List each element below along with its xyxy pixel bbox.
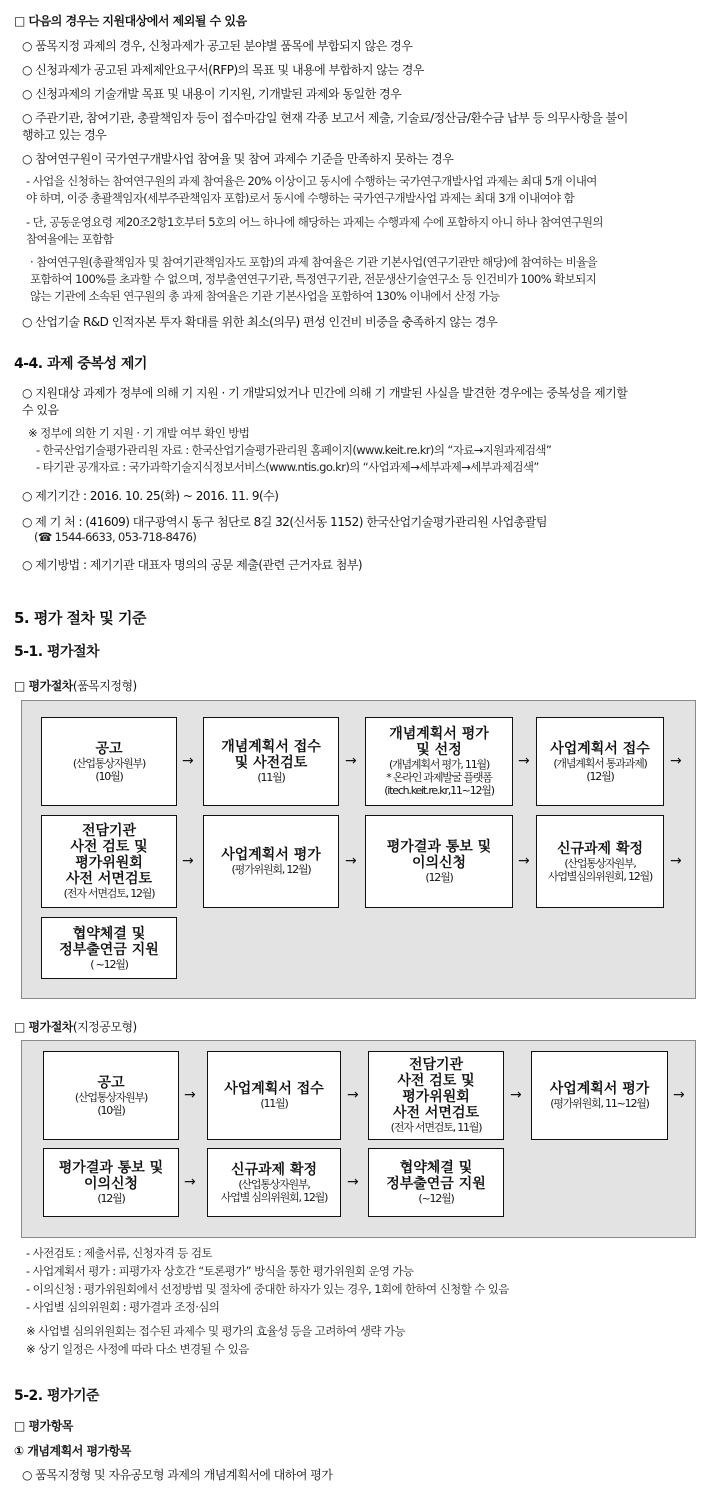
flow-arrow-icon: → xyxy=(670,853,682,869)
flow-step-note: (~12월) xyxy=(418,1192,454,1205)
flow2-label xyxy=(14,1018,137,1035)
flow-step-title: 사업계획서 접수 xyxy=(224,1081,324,1097)
flow-step-title: 이의신청 xyxy=(411,855,467,871)
exclusion-item: ○ 주관기관, 참여기관, 총괄책임자 등이 접수마감일 현재 각종 보고서 제출, 기술료/정산금/환수금 납부 등 의무사항을 불이 xyxy=(22,111,628,125)
duplication-note: ※ 정부에 의한 기 지원 · 기 개발 여부 확인 방법 xyxy=(28,426,250,440)
duplication-method: ○ 제기방법 : 제기기관 대표자 명의의 공문 제출(관련 근거자료 첨부) xyxy=(22,558,363,572)
flow1-label-bold: □ 평가절차 xyxy=(14,679,73,693)
flow-step-note: (산업통상자원부, xyxy=(238,1177,310,1191)
flow1-step-7 xyxy=(365,815,513,908)
flow-step-title: 사전 검토 및 xyxy=(397,1073,475,1089)
flow-step-title: 신규과제 확정 xyxy=(230,1161,318,1178)
flow1-label-type: (품목지정형) xyxy=(72,679,137,693)
evaluation-heading: 5. 평가 절차 및 기준 xyxy=(14,609,146,627)
exclusion-detail: - 사업을 신청하는 참여연구원의 과제 참여율은 20% 이상이고 동시에 수행하는 국가연구개발사업 과제는 최대 5개 이내여 xyxy=(26,174,597,188)
exclusion-item: ○ 품목지정 과제의 경우, 신청과제가 공고된 분야별 품목에 부합되지 않은 경우 xyxy=(22,39,413,53)
flow-step-note: (11월) xyxy=(257,771,285,784)
procedure-note: - 이의신청 : 평가위원회에서 선정방법 및 절차에 중대한 하자가 있는 경우, 1회에 한하여 신청할 수 있음 xyxy=(26,1282,509,1296)
flow-step-title: 협약체결 및 xyxy=(72,925,146,942)
duplication-note: - 한국산업기술평가관리원 자료 : 한국산업기술평가관리원 홈페이지(www.keit.re.kr)의 “자료→지원과제검색” xyxy=(36,443,552,457)
flow-arrow-icon: → xyxy=(518,753,530,769)
flow2-step-2 xyxy=(207,1051,341,1140)
procedure-remark: ※ 사업별 심의위원회는 접수된 과제수 및 평가의 효율성 등을 고려하여 생략 가능 xyxy=(26,1324,405,1338)
flow-step-title: 협약체결 및 xyxy=(399,1160,473,1176)
flow-step-note: (평가위원회, 12월) xyxy=(231,863,311,876)
flow-step-note: (10월) xyxy=(95,769,123,783)
flow1-step-1 xyxy=(41,717,177,806)
flow2-step-3 xyxy=(368,1051,504,1140)
flow-step-title: 평가위원회 xyxy=(402,1089,470,1105)
flow-step-note: (11월) xyxy=(260,1097,288,1110)
procedure-note: - 사업계획서 평가 : 피평가자 상호간 “토론평가” 방식을 통한 평가위원회 운영 가능 xyxy=(26,1264,414,1278)
exclusion-item: ○ 신청과제의 기술개발 목표 및 내용이 기지원, 기개발된 과제와 동일한 경우 xyxy=(22,87,402,101)
procedure-note: - 사전검토 : 제출서류, 신청자격 등 검토 xyxy=(26,1246,212,1260)
flow-arrow-icon: → xyxy=(510,1087,522,1103)
flow-step-note: * 온라인 과제발굴 플랫폼 xyxy=(386,771,492,784)
flow-step-note: (전자 서면검토, 11월) xyxy=(390,1121,482,1134)
flow-step-title: 평가결과 통보 및 xyxy=(386,839,492,855)
flow-arrow-icon: → xyxy=(345,853,357,869)
flow-step-title: 및 사전검토 xyxy=(234,755,308,771)
duplication-phone: (☎ 1544-6633, 053-718-8476) xyxy=(34,530,197,544)
duplication-note: - 타기관 공개자료 : 국가과학기술지식정보서비스(www.ntis.go.kr)의 “사업과제→세부과제→세부과제검색” xyxy=(36,460,539,474)
flow-step-title: 개념계획서 접수 xyxy=(221,739,321,755)
flow-arrow-icon: → xyxy=(518,853,530,869)
flow-step-note: (산업통상자원부, xyxy=(564,856,636,870)
flow1-step-2 xyxy=(203,717,339,806)
exclusion-detail: 야 하며, 이중 총괄책임자(세부주관책임자 포함)로서 동시에 수행하는 국가연구개발사업 과제는 최대 3개 이내여야 함 xyxy=(26,191,575,205)
flow-step-title: 신규과제 확정 xyxy=(556,840,644,857)
flow-step-title: 사전 서면검토 xyxy=(392,1105,480,1121)
exclusion-item: ○ 신청과제가 공고된 과제제안요구서(RFP)의 목표 및 내용에 부합하지 않는 경우 xyxy=(22,63,424,77)
evaluation-procedure-heading: 5-1. 평가절차 xyxy=(14,644,100,660)
flow1-step-3 xyxy=(365,717,513,806)
flow-step-title: 공고 xyxy=(97,1074,125,1091)
duplication-item-cont: 수 있음 xyxy=(22,403,59,417)
duplication-office: ○ 제 기 처 : (41609) 대구광역시 동구 첨단로 8길 32(신서동 1152) 한국산업기술평가관리원 사업총괄팀 xyxy=(22,515,547,529)
flow-arrow-icon: → xyxy=(673,1087,685,1103)
flow-step-note: 사업별 심의위원회, 12월) xyxy=(220,1190,328,1204)
flow-arrow-icon: → xyxy=(345,753,357,769)
flow-step-note: (산업통상자원부) xyxy=(74,1090,148,1104)
flow-step-note: (전자 서면검토, 12월) xyxy=(63,887,155,900)
exclusion-detail: - 단, 공동운영요령 제20조2항1호부터 5호의 어느 하나에 해당하는 과제는 수행과제 수에 포함하지 아니 하나 참여연구원의 xyxy=(26,215,603,229)
exclusion-detail: 않는 기관에 소속된 연구원의 총 과제 참여율은 기관 기본사업을 포함하여 130% 이내에서 산정 가능 xyxy=(30,289,500,303)
flow1-step-6 xyxy=(203,815,339,908)
flow1-label xyxy=(14,677,137,694)
flow-step-note: (12월) xyxy=(97,1192,125,1205)
flow-step-note: ( ~12월) xyxy=(90,957,128,971)
flow2-step-7 xyxy=(368,1148,504,1217)
flow2-label-bold: □ 평가절차 xyxy=(14,1020,73,1034)
flow2-step-4 xyxy=(531,1051,668,1140)
flow-step-title: 이의신청 xyxy=(83,1176,139,1192)
exclusion-detail: 포함하여 100%를 초과할 수 없으며, 정부출연연구기관, 특정연구기관, 전문생산기술연구소 등 인건비가 100% 확보되지 xyxy=(30,272,597,286)
criteria-concept-label: ① 개념계획서 평가항목 xyxy=(14,1444,131,1458)
exclusion-heading: □ 다음의 경우는 지원대상에서 제외될 수 있음 xyxy=(14,14,247,28)
exclusion-item: ○ 산업기술 R&D 인적자본 투자 확대를 위한 최소(의무) 편성 인건비 비중을 충족하지 않는 경우 xyxy=(22,315,498,329)
exclusion-item-cont: 행하고 있는 경우 xyxy=(22,128,107,142)
exclusion-detail: 참여율에는 포함함 xyxy=(26,232,114,246)
flow-step-title: 전담기관 xyxy=(81,823,137,839)
flow-step-title: 사전 검토 및 xyxy=(70,839,148,855)
flow-arrow-icon: → xyxy=(670,753,682,769)
flow2-step-1 xyxy=(43,1051,179,1140)
flow-step-note: (12월) xyxy=(586,769,614,783)
flow-step-title: 공고 xyxy=(95,740,123,757)
exclusion-detail: · 참여연구원(총괄책임자 및 참여기관책임자도 포함)의 과제 참여율은 기관 기본사업(연구기관만 해당)에 참여하는 비율을 xyxy=(30,255,598,269)
flow1-step-8 xyxy=(536,815,664,908)
flow-arrow-icon: → xyxy=(184,1087,196,1103)
criteria-items-label: □ 평가항목 xyxy=(14,1419,73,1433)
flow2-step-6 xyxy=(207,1148,341,1217)
duplication-heading: 4-4. 과제 중복성 제기 xyxy=(14,356,147,372)
flow-arrow-icon: → xyxy=(347,1174,359,1190)
flow2-step-5 xyxy=(43,1148,179,1217)
flow-step-note: (개념계획서 통과과제) xyxy=(553,756,647,770)
flow-step-title: 평가위원회 xyxy=(75,855,143,871)
exclusion-item: ○ 참여연구원이 국가연구개발사업 참여율 및 참여 과제수 기준을 만족하지 못하는 경우 xyxy=(22,152,454,166)
flow-step-note: (itech.keit.re.kr,11~12월) xyxy=(384,784,494,797)
flow-step-title: 사업계획서 평가 xyxy=(221,847,321,863)
duplication-period: ○ 제기기간 : 2016. 10. 25(화) ~ 2016. 11. 9(수) xyxy=(22,489,279,503)
flow-step-note: (평가위원회, 11~12월) xyxy=(550,1097,649,1110)
flow-step-title: 전담기관 xyxy=(408,1057,464,1073)
flow-step-title: 사전 서면검토 xyxy=(65,871,153,887)
flow-step-note: 사업별심의위원회, 12월) xyxy=(547,869,653,883)
flow-step-title: 사업계획서 평가 xyxy=(549,1081,650,1097)
flow1-step-5 xyxy=(41,815,177,908)
flow1-step-4 xyxy=(536,717,664,806)
criteria-concept-desc: ○ 품목지정형 및 자유공모형 과제의 개념계획서에 대하여 평가 xyxy=(22,1468,333,1482)
flow-step-note: (개념계획서 평가, 11월) xyxy=(388,758,490,771)
flow-step-note: (10월) xyxy=(97,1103,125,1117)
flow-arrow-icon: → xyxy=(184,1174,196,1190)
procedure-remark: ※ 상기 일정은 사정에 따라 다소 변경될 수 있음 xyxy=(26,1342,249,1356)
flow-arrow-icon: → xyxy=(182,753,194,769)
flow-step-title: 정부출연금 지원 xyxy=(386,1176,486,1192)
flow-step-title: 사업계획서 접수 xyxy=(550,740,650,757)
flow2-label-type: (지정공모형) xyxy=(72,1020,137,1034)
flow-step-title: 및 선정 xyxy=(416,742,462,758)
flow-arrow-icon: → xyxy=(182,853,194,869)
flow-step-note: (산업통상자원부) xyxy=(72,756,146,770)
flow-step-note: (12월) xyxy=(425,871,453,884)
duplication-item: ○ 지원대상 과제가 정부에 의해 기 지원 · 기 개발되었거나 민간에 의해 기 개발된 사실을 발견한 경우에는 중복성을 제기할 xyxy=(22,386,628,400)
criteria-heading: 5-2. 평가기준 xyxy=(14,1388,100,1404)
procedure-note: - 사업별 심의위원회 : 평가결과 조정·심의 xyxy=(26,1300,220,1314)
flow-step-title: 평가결과 통보 및 xyxy=(58,1160,164,1176)
flow1-step-9 xyxy=(41,917,177,979)
flow-step-title: 정부출연금 지원 xyxy=(59,941,159,958)
flow-step-title: 개념계획서 평가 xyxy=(389,726,489,742)
flow-arrow-icon: → xyxy=(347,1087,359,1103)
